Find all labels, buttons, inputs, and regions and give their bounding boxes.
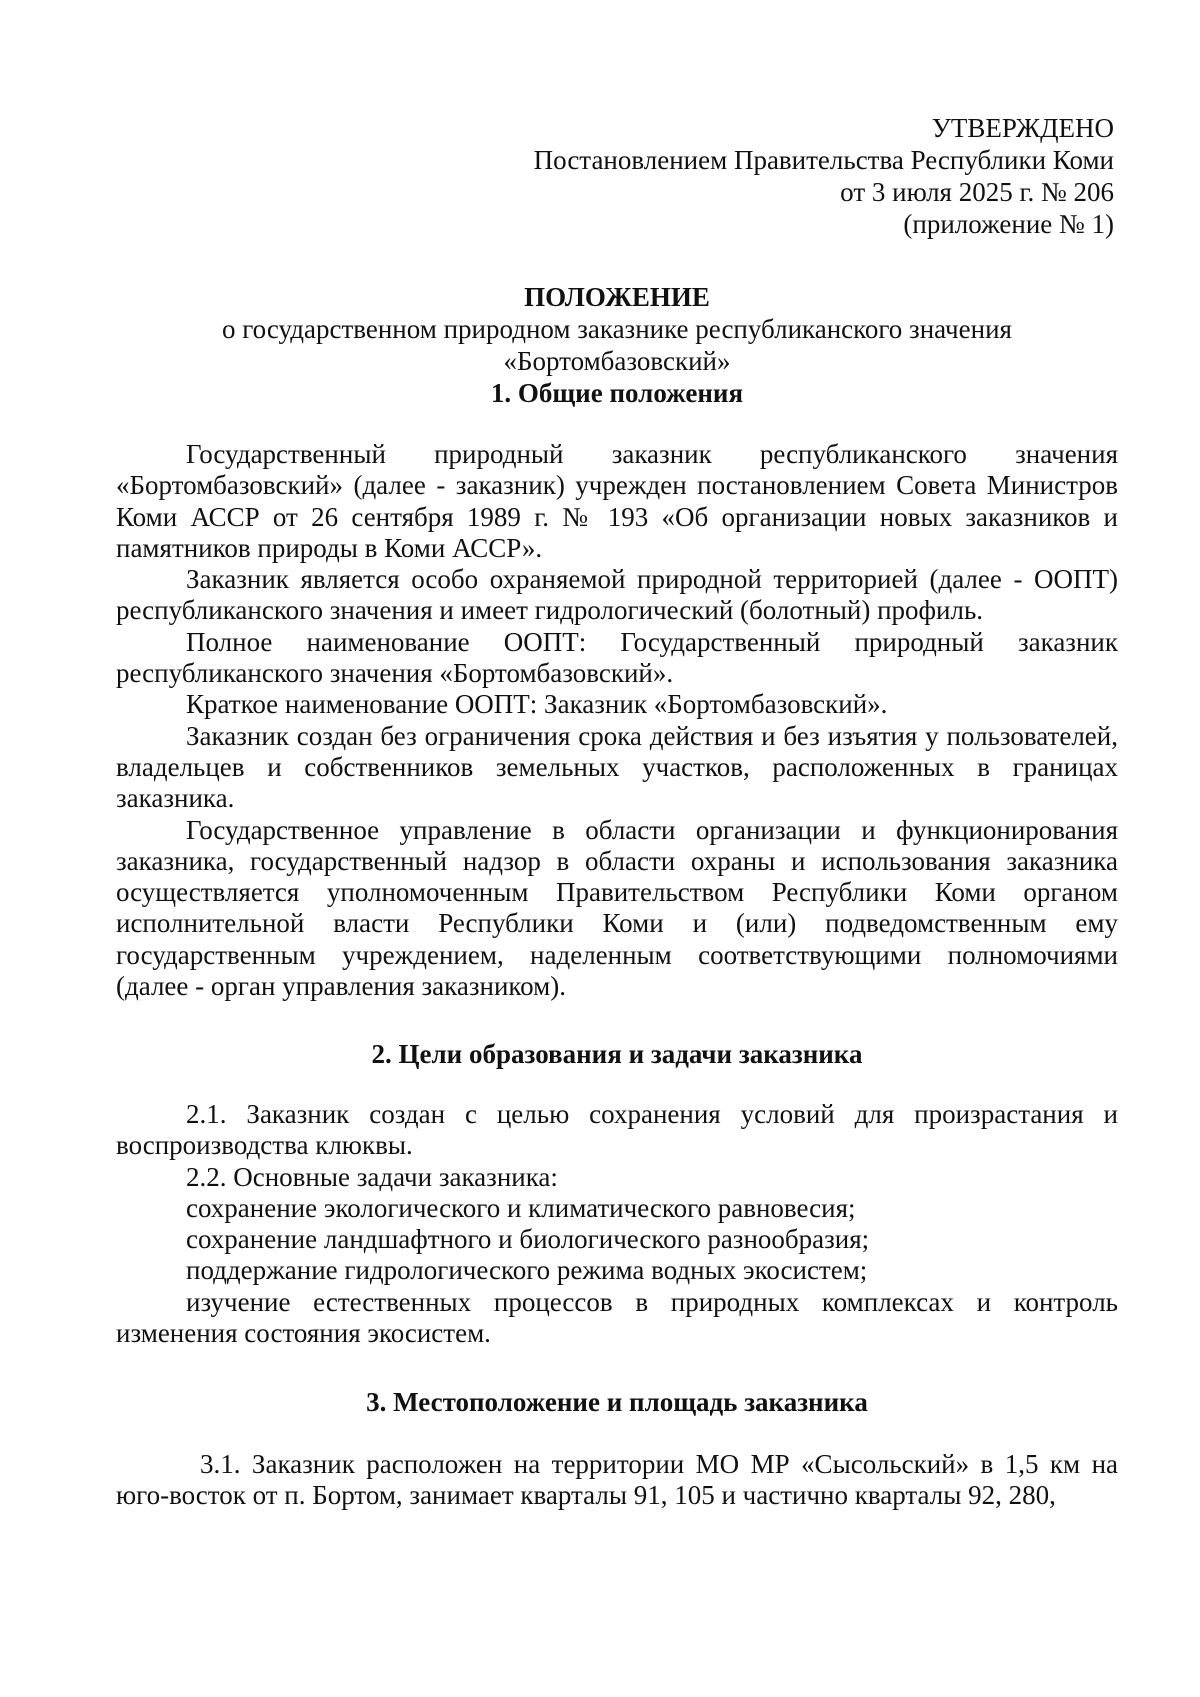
document-title: ПОЛОЖЕНИЕ [524,282,710,312]
document-subtitle-line: о государственном природном заказнике республиканского значения [222,314,1012,344]
paragraph: сохранение ландшафтного и биологического разнообразия; [186,1224,870,1255]
paragraph: 3.1. Заказник расположен на территории МО МР «Сысольский» в 1,5 км на юго-восток от п. Бортом, занимает кварталы 91, 105 и частично кварталы 92, 280, [116,1449,1118,1511]
paragraph: 2.2. Основные задачи заказника: [186,1161,558,1192]
document-subtitle-line: «Бортомбазовский» [503,346,731,376]
approval-stamp [414,112,1114,240]
section-body [116,439,1118,1002]
document-subtitle [116,313,1118,377]
paragraph: изучение естественных процессов в природных комплексах и контроль изменения состояния экосистем. [116,1286,1118,1349]
paragraph: Заказник является особо охраняемой природной территорией (далее - ООПТ) республиканского значения и имеет гидрологический (болотный) профиль. [116,564,1118,626]
section-body [116,1099,1118,1349]
paragraph: 2.1. Заказник создан с целью сохранения условий для произрастания и воспроизводства клюквы. [116,1099,1118,1161]
paragraph: поддержание гидрологического режима водных экосистем; [186,1255,868,1286]
approval-date-number: от 3 июля 2025 г. № 206 [840,177,1114,207]
paragraph: Полное наименование ООПТ: Государственный природный заказник республиканского значения «Бортомбазовский». [116,626,1118,689]
paragraph: Заказник создан без ограничения срока действия и без изъятия у пользователей, владельцев и собственников земельных участков, расположенных в границах заказника. [116,720,1118,814]
paragraph: сохранение экологического и климатического равновесия; [186,1192,856,1223]
section-heading: 2. Цели образования и задачи заказника [371,1039,863,1069]
paragraph: Краткое наименование ООПТ: Заказник «Бортомбазовский». [186,689,888,720]
paragraph: Государственный природный заказник республиканского значения «Бортомбазовский» (далее - заказник) учрежден постановлением Совета Министров Коми АССР от 26 сентября 1989 г. № 193 «Об организации новых заказников и памятников природы в Коми АССР». [116,439,1118,563]
paragraph: Государственное управление в области организации и функционирования заказника, государственный надзор в области охраны и использования заказника осуществляется уполномоченным Правительством Республики Коми органом исполнительной власти Республики Коми и (или) подведомственным ему государственным учреждением, наделенным соответствующими полномочиями (далее - орган управления заказником). [116,814,1118,1002]
section-body [116,1449,1118,1512]
approval-appendix: (приложение № 1) [903,209,1114,239]
approval-resolution: Постановлением Правительства Республики Коми [533,145,1114,175]
section-heading: 1. Общие положения [490,378,744,408]
approval-approved: УТВЕРЖДЕНО [931,113,1114,143]
section-heading: 3. Местоположение и площадь заказника [366,1387,868,1417]
